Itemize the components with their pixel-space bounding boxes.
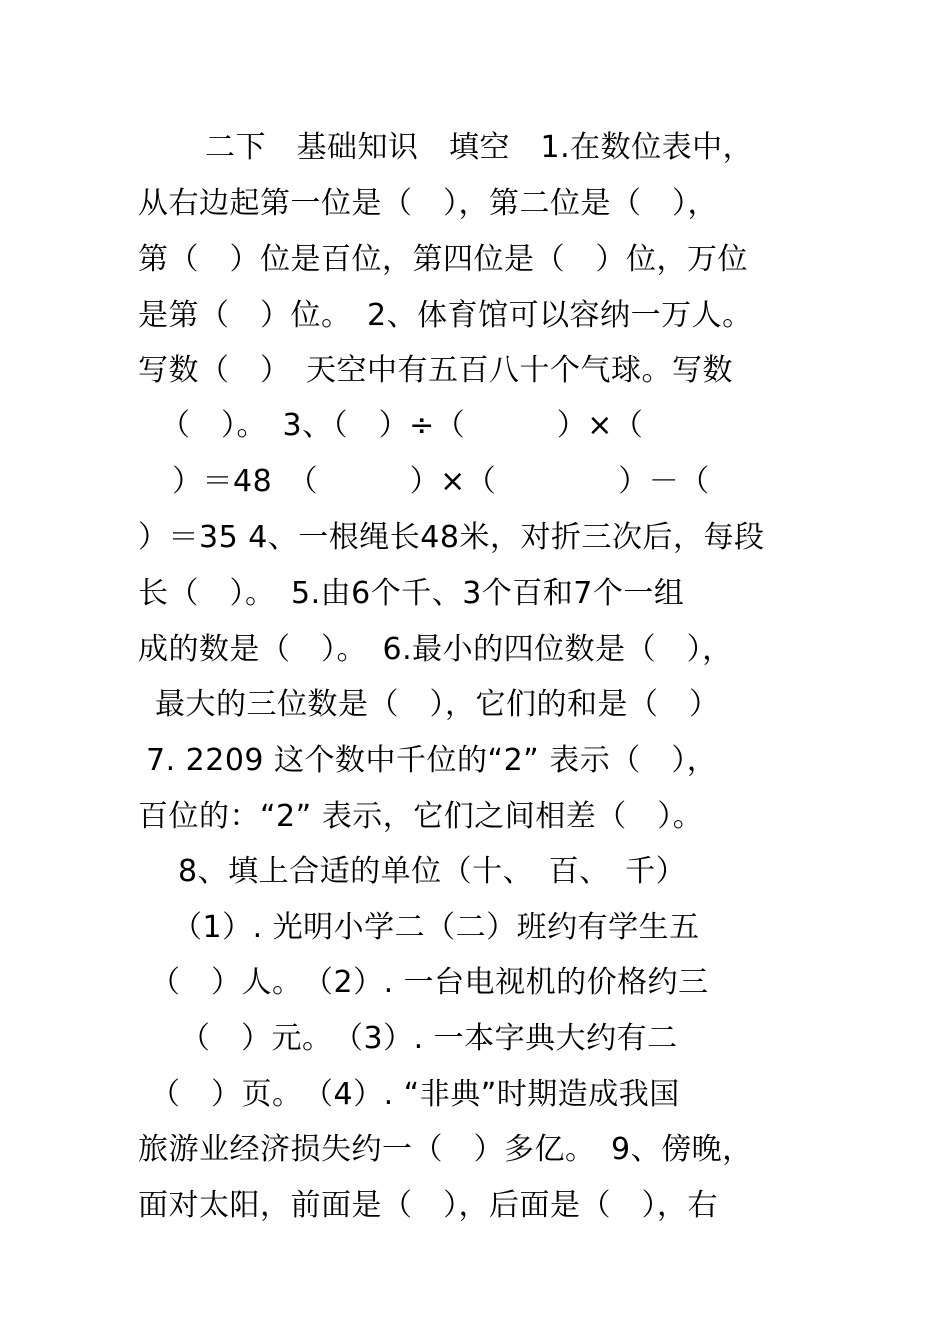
text-line-1: 二下 基础知识 填空 1.在数位表中，	[205, 130, 754, 165]
text-line-3: 第（ ）位是百位，第四位是（ ）位，万位	[138, 242, 748, 277]
text-line-5: 写数（ ） 天空中有五百八十个气球。写数	[138, 353, 733, 388]
text-line-20: 面对太阳，前面是（ ），后面是（ ），右	[138, 1188, 718, 1223]
text-line-7: ）＝48 （ ）×（ ）－（	[172, 464, 710, 499]
text-line-9: 长（ ）。 5.由6个千、3个百和7个一组	[138, 576, 685, 611]
text-line-4: 是第（ ）位。 2、体育馆可以容纳一万人。	[138, 298, 753, 333]
text-line-10: 成的数是（ ）。 6.最小的四位数是（ ），	[138, 632, 733, 667]
text-line-2: 从右边起第一位是（ ），第二位是（ ），	[138, 186, 718, 221]
text-line-16: （ ）人。 （2）. 一台电视机的价格约三	[150, 965, 709, 1000]
text-line-13: 百位的：“2” 表示，它们之间相差（ ）。	[138, 799, 704, 834]
text-line-11: 最大的三位数是（ ），它们的和是（ ）	[155, 687, 720, 722]
text-line-17: （ ）元。 （3）. 一本字典大约有二	[180, 1021, 678, 1056]
text-line-8: ）＝35 4、一根绳长48米，对折三次后，每段	[138, 520, 765, 555]
text-line-19: 旅游业经济损失约一（ ）多亿。 9、傍晚，	[138, 1132, 753, 1167]
text-line-12: 7. 2209 这个数中千位的“2” 表示（ ），	[146, 743, 718, 778]
text-line-18: （ ）页。 （4）. “非典”时期造成我国	[150, 1077, 680, 1112]
text-line-15: （1）. 光明小学二（二）班约有学生五	[172, 910, 700, 945]
text-line-6: （ ）。 3、（ ）÷（ ）×（	[160, 408, 644, 443]
text-line-14: 8、填上合适的单位（十、 百、 千）	[178, 854, 687, 889]
